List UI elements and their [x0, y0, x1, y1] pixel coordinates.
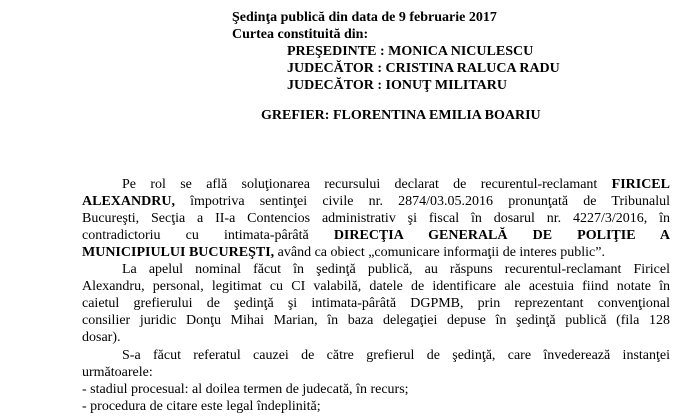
report-line: următoarele:	[82, 365, 153, 380]
case-paragraph-line: Bucureşti, Secţia a II-a Contencios administrativ şi fiscal în dosarul nr. 4227/3/2016, în	[82, 211, 670, 226]
roll-call-line: caietul grefierului de şedinţă şi intimata-pârâtă DGPMB, prin reprezentant convenţional	[82, 296, 670, 311]
clerk-line: GREFIER: FLORENTINA EMILIA BOARIU	[261, 108, 541, 123]
judge-line-1: JUDECĂTOR : CRISTINA RALUCA RADU	[287, 61, 560, 76]
roll-call-line: Alexandru, personal, legitimat cu CI valabilă, datele de identificare ale acestuia fiind notate în	[82, 279, 670, 294]
president-line: PREŞEDINTE : MONICA NICULESCU	[287, 44, 534, 59]
case-paragraph-line: contradictoriu cu intimata-pârâtă DIRECŢIA GENERALĂ DE POLIŢIE A	[82, 228, 670, 243]
case-paragraph-line: ALEXANDRU, împotriva sentinţei civile nr. 2874/03.05.2016 pronunţată de Tribunalul	[82, 194, 670, 209]
case-paragraph-line: Pe rol se află soluţionarea recursului declarat de recurentul-reclamant FIRICEL	[122, 177, 670, 192]
report-bullet-stage: - stadiul procesual: al doilea termen de judecată, în recurs;	[82, 382, 409, 397]
session-date-line: Şedinţa publică din data de 9 februarie 2017	[232, 10, 497, 25]
judge-line-2: JUDECĂTOR : IONUŢ MILITARU	[287, 78, 508, 93]
roll-call-line: dosar).	[82, 330, 121, 345]
respondent-name-part2: MUNICIPIULUI BUCUREŞTI,	[82, 245, 275, 260]
report-line: S-a făcut referatul cauzei de către grefierul de şedinţă, care învederează instanţei	[122, 348, 670, 363]
court-composition-line: Curtea constituită din:	[232, 27, 369, 42]
case-paragraph-line: MUNICIPIULUI BUCUREŞTI, având ca obiect „comunicare informaţii de interes public”.	[82, 245, 605, 260]
report-bullet-procedure: - procedura de citare este legal îndeplinită;	[82, 399, 321, 414]
appellant-name-part2: ALEXANDRU,	[82, 194, 175, 209]
roll-call-paragraph	[82, 261, 670, 346]
roll-call-line: consilier juridic Donţu Mihai Marian, în baza delegaţiei depuse în şedinţă publică (fila 128	[82, 313, 670, 328]
respondent-name-part1: DIRECŢIA GENERALĂ DE POLIŢIE A	[333, 228, 670, 243]
report-paragraph	[82, 347, 670, 364]
appellant-name-part1: FIRICEL	[611, 177, 670, 192]
case-paragraph	[82, 176, 670, 261]
roll-call-line: La apelul nominal făcut în şedinţă publică, au răspuns recurentul-reclamant Firicel	[122, 262, 670, 277]
